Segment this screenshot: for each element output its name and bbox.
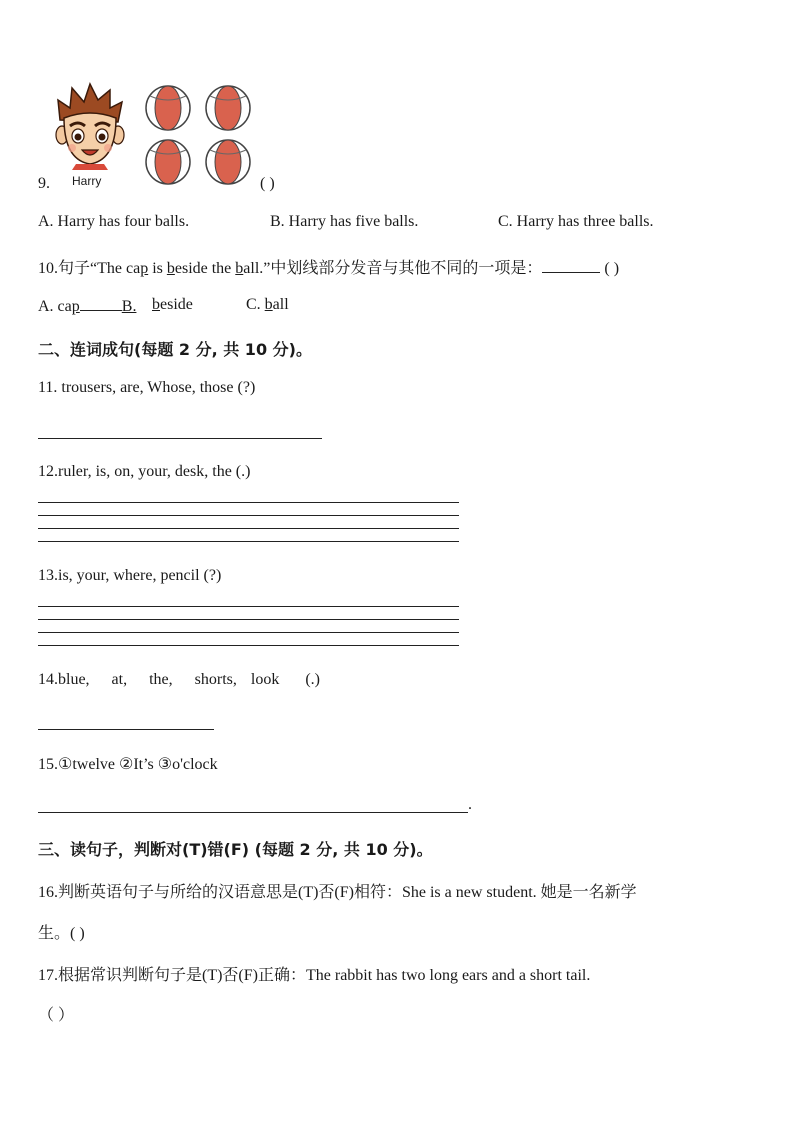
ball-icon [146,86,190,130]
q12-answer-line[interactable] [38,528,459,529]
q12-answer-line[interactable] [38,541,459,542]
q15-prompt: 15.①twelve ②It’s ③o'clock [38,756,218,773]
q17-line2[interactable]: （ ） [38,1007,75,1024]
q13-answer-line[interactable] [38,619,459,620]
q16-line1: 16.判断英语句子与所给的汉语意思是(T)否(F)相符：She is a new student. 她是一名新学 [38,884,637,901]
ball-icon [146,140,190,184]
q11-prompt: 11. trousers, are, Whose, those (?) [38,379,256,396]
q9-option-a[interactable]: A. Harry has four balls. [38,213,190,230]
q13-answer-line[interactable] [38,606,459,607]
ball-icon [206,86,250,130]
balls-group [144,84,256,186]
q13-answer-line[interactable] [38,645,459,646]
q14-answer-line[interactable] [38,729,214,730]
ball-icon [206,140,250,184]
harry-caption: Harry [72,174,102,188]
q9-option-b[interactable]: B. Harry has five balls. [270,213,419,230]
section3-heading: 三、读句子，判断对(T)错(F) (每题 2 分, 共 10 分)。 [38,840,433,859]
q15-end-period: . [468,796,472,813]
q12-answer-line[interactable] [38,515,459,516]
q10-answer-blank[interactable] [542,258,600,273]
q10-option-b[interactable]: beside [152,296,193,313]
harry-illustration [50,80,130,190]
q14-prompt: 14.blue, at, the, shorts, look (.) [38,671,320,688]
q15-answer-line[interactable] [38,812,468,813]
q10-answer-paren[interactable]: ( ) [604,260,620,277]
q10-option-c[interactable]: C. ball [246,296,289,313]
q17-line1: 17.根据常识判断句子是(T)否(F)正确：The rabbit has two long ears and a short tail. [38,967,591,984]
q9-option-c[interactable]: C. Harry has three balls. [498,213,654,230]
q16-line2[interactable]: 生。( ) [38,925,85,942]
q13-prompt: 13.is, your, where, pencil (?) [38,567,222,584]
q10-option-a[interactable]: A. cap B. [38,298,137,315]
q11-answer-line[interactable] [38,438,322,439]
q13-answer-line[interactable] [38,632,459,633]
q12-prompt: 12.ruler, is, on, your, desk, the (.) [38,463,251,480]
harry-face-icon [50,80,130,170]
q10-question: 10.句子“The cap is beside the ball.”中划线部分发音与其他不同的一项是： ( ) [38,260,620,277]
q9-answer-paren[interactable]: ( ) [260,175,275,192]
q9-number: 9. [38,175,50,192]
q12-answer-line[interactable] [38,502,459,503]
section2-heading: 二、连词成句(每题 2 分, 共 10 分)。 [38,340,312,359]
